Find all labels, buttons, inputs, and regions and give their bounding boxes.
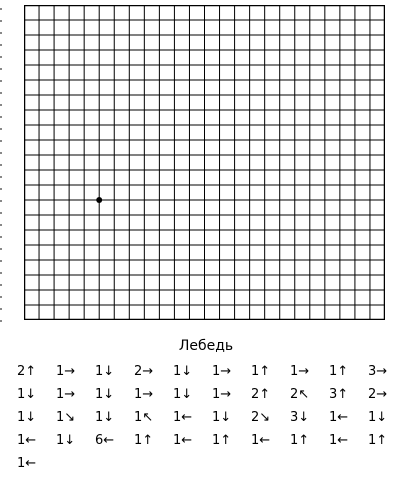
drawing-grid <box>24 5 385 320</box>
instruction-step: 1→ <box>56 364 76 379</box>
instruction-step: 1↓ <box>212 410 232 425</box>
instruction-step: 1↘ <box>56 410 76 425</box>
instruction-step: 1← <box>17 456 37 471</box>
edge-tick <box>0 320 2 322</box>
instruction-step: 1→ <box>56 387 76 402</box>
instruction-step: 1↑ <box>134 433 154 448</box>
instruction-step: 1↓ <box>17 387 37 402</box>
edge-tick <box>0 188 2 190</box>
edge-tick <box>0 236 2 238</box>
edge-tick <box>0 152 2 154</box>
edge-tick <box>0 20 2 22</box>
edge-tick <box>0 128 2 130</box>
start-point-dot <box>96 197 102 203</box>
instruction-step: 1↓ <box>368 410 388 425</box>
instruction-step: 1↓ <box>95 387 115 402</box>
instruction-step: 2→ <box>134 364 154 379</box>
instruction-step: 1→ <box>212 364 232 379</box>
edge-tick <box>0 308 2 310</box>
instruction-step: 1↓ <box>173 364 193 379</box>
instruction-step: 2↖ <box>290 387 310 402</box>
edge-tick <box>0 92 2 94</box>
page-edge-marks <box>0 0 4 330</box>
instruction-step: 3↑ <box>329 387 349 402</box>
instruction-step: 1← <box>251 433 271 448</box>
edge-tick <box>0 260 2 262</box>
instruction-step: 1→ <box>290 364 310 379</box>
instruction-step: 1↓ <box>17 410 37 425</box>
instruction-step: 1→ <box>134 387 154 402</box>
instruction-step: 1↑ <box>329 364 349 379</box>
puzzle-title: Лебедь <box>178 338 234 354</box>
instruction-step: 1← <box>173 433 193 448</box>
instruction-step: 2↑ <box>251 387 271 402</box>
edge-tick <box>0 80 2 82</box>
instruction-step: 1↓ <box>173 387 193 402</box>
instruction-step: 6← <box>95 433 115 448</box>
instruction-step: 1← <box>329 410 349 425</box>
edge-tick <box>0 32 2 34</box>
edge-tick <box>0 164 2 166</box>
edge-tick <box>0 296 2 298</box>
edge-tick <box>0 284 2 286</box>
edge-tick <box>0 248 2 250</box>
instruction-step: 1↑ <box>368 433 388 448</box>
edge-tick <box>0 212 2 214</box>
instruction-step: 3↓ <box>290 410 310 425</box>
edge-tick <box>0 176 2 178</box>
instruction-step: 1← <box>329 433 349 448</box>
grid-canvas <box>24 5 385 320</box>
instruction-step: 2→ <box>368 387 388 402</box>
instruction-step: 1← <box>173 410 193 425</box>
edge-tick <box>0 56 2 58</box>
edge-tick <box>0 272 2 274</box>
instruction-step: 1↖ <box>134 410 154 425</box>
instruction-list <box>17 364 409 479</box>
instruction-step: 1← <box>17 433 37 448</box>
edge-tick <box>0 224 2 226</box>
instruction-step: 3→ <box>368 364 388 379</box>
instruction-step: 1↓ <box>95 410 115 425</box>
instruction-step: 1↓ <box>95 364 115 379</box>
edge-tick <box>0 104 2 106</box>
edge-tick <box>0 68 2 70</box>
edge-tick <box>0 200 2 202</box>
instruction-step: 1↓ <box>56 433 76 448</box>
edge-tick <box>0 8 2 10</box>
edge-tick <box>0 44 2 46</box>
instruction-step: 1↑ <box>212 433 232 448</box>
instruction-step: 1↑ <box>290 433 310 448</box>
instruction-step: 1→ <box>212 387 232 402</box>
instruction-step: 1↑ <box>251 364 271 379</box>
edge-tick <box>0 116 2 118</box>
instruction-step: 2↘ <box>251 410 271 425</box>
instruction-step: 2↑ <box>17 364 37 379</box>
edge-tick <box>0 140 2 142</box>
